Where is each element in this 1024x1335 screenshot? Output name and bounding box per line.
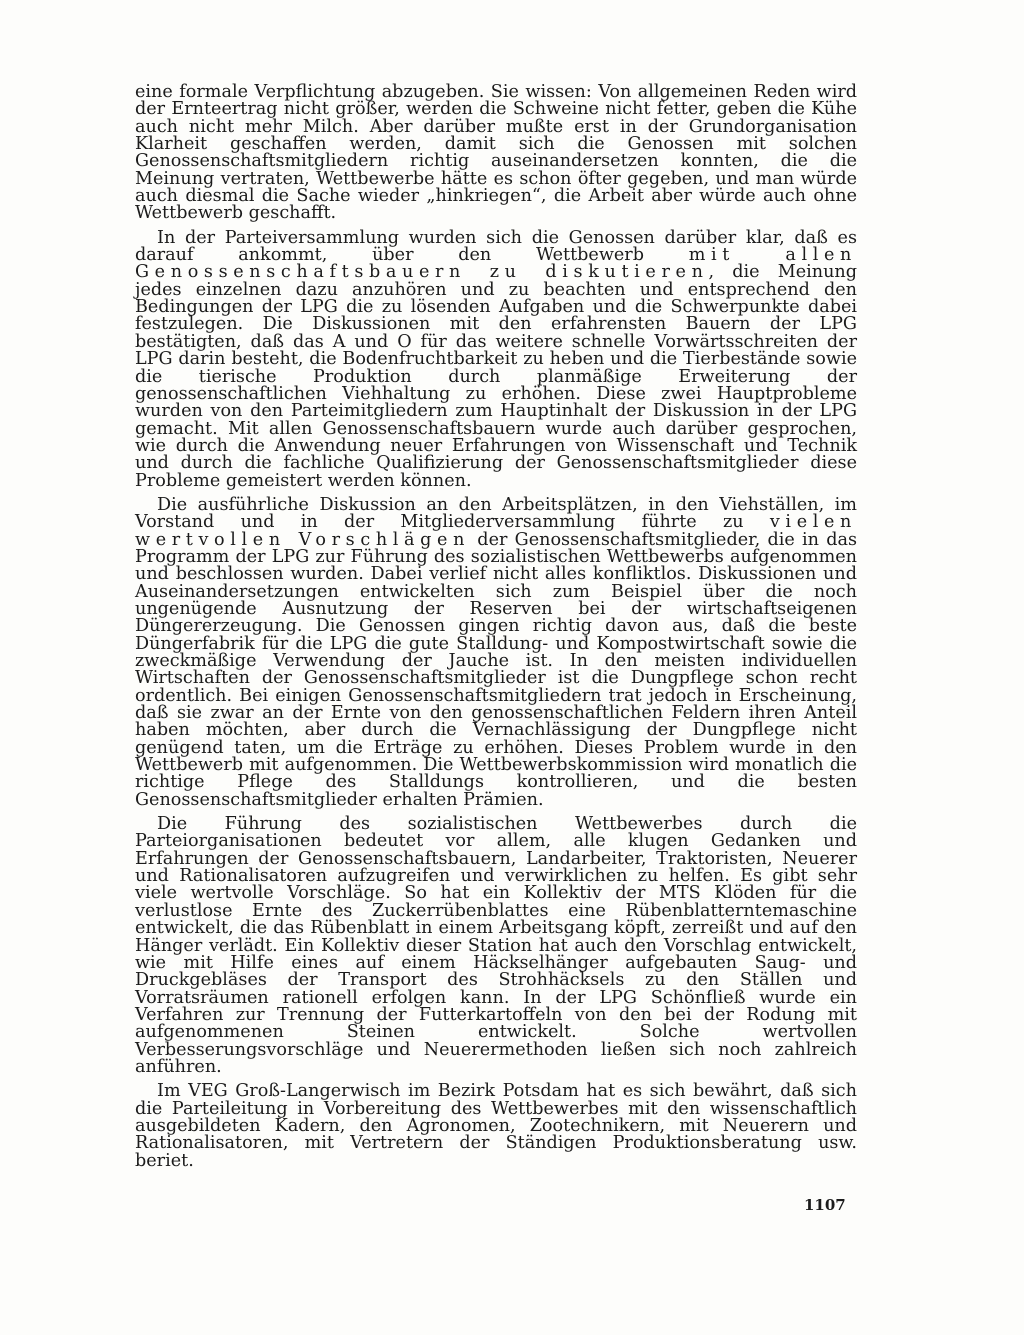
paragraph-text: In der Parteiversammlung wurden sich die Genossen darüber klar, daß es darauf ankommt, über den Wettbewerb: [135, 227, 857, 266]
paragraph-text: eine formale Verpflichtung abzugeben. Sie wissen: Von allgemeinen Reden wird der Ernteertrag nicht größer, werden die Schweine nicht fetter, geben die Kühe auch nicht mehr Milch. Aber darüber mußte erst in der Grundorganisation Klarheit geschaffen werden, damit sich die Genossen mit solchen Genossenschaftsmitgliedern richtig auseinandersetzen konnten, die die Meinung vertraten, Wettbewerbe hätte es schon öfter gegeben, und man würde auch diesmal die Sache wieder „hinkriegen“, die Arbeit aber würde auch ohne Wettbewerb geschafft.: [135, 82, 857, 224]
emphasized-text: vielen wertvollen Vorschlägen: [135, 512, 857, 550]
page-number: 1107: [804, 1196, 846, 1214]
paragraph-2: [135, 227, 857, 491]
paragraph-text: , die Meinung jedes einzelnen dazu anzuhören und zu beachten und entsprechend den Bedingungen der LPG die zu lösenden Aufgaben und die Schwerpunkte dabei festzulegen. Die Diskussionen mit den erfahrensten Bauern der LPG bestätigten, daß das A und O für das weitere schnelle Vorwärtsschreiten der LPG darin besteht, die Bodenfruchtbarkeit zu heben und die Tierbestände sowie die tierische Produktion durch planmäßige Erweiterung der genossenschaftlichen Viehhaltung zu erhöhen. Diese zwei Hauptprobleme wurden von den Parteimitgliedern zum Hauptinhalt der Diskussion in der LPG gemacht. Mit allen Genossenschaftsbauern wurde auch darüber gesprochen, wie durch die Anwendung neuer Erfahrungen von Wissenschaft und Technik und durch die fachliche Qualifizierung der Genossenschaftsmitglieder diese Probleme gemeistert werden können.: [135, 262, 857, 491]
body-text: [135, 84, 857, 1177]
paragraph-3: [135, 494, 857, 810]
paragraph-text: Die Führung des sozialistischen Wettbewerbes durch die Parteiorganisationen bedeutet vor allem, alle klugen Gedanken und Erfahrungen der Genossenschaftsbauern, Landarbeiter, Traktoristen, Neuerer und Rationalisatoren aufzugreifen und verwirklichen zu helfen. Es gibt sehr viele wertvolle Vorschläge. So hat ein Kollektiv der MTS Klöden für die verlustlose Ernte des Zuckerrübenblattes eine Rübenblatterntemaschine entwickelt, die das Rübenblatt in einem Arbeitsgang köpft, zerreißt und auf den Hänger verlädt. Ein Kollektiv dieser Station hat auch den Vorschlag entwickelt, wie mit Hilfe eines auf einem Häckselhänger aufgebauten Saug- und Druckgebläses der Transport des Strohhäcksels zu den Ställen und Vorratsräumen rationell erfolgen kann. In der LPG Schönfließ wurde ein Verfahren zur Trennung der Futterkartoffeln von den bei der Rodung mit aufgenommenen Steinen entwickelt. Solche wertvollen Verbesserungsvorschläge und Neuerermethoden ließen sich noch zahlreich anführen.: [135, 814, 857, 1077]
paragraph-text: Im VEG Groß-Langerwisch im Bezirk Potsdam hat es sich bewährt, daß sich die Parteileitung in Vorbereitung des Wettbewerbes mit den wissenschaftlich ausgebildeten Kadern, den Agronomen, Zootechnikern, mit Neuerern und Rationalisatoren, mit Vertretern der Ständigen Produktionsberatung usw. beriet.: [135, 1081, 857, 1171]
paragraph-4: [135, 816, 857, 1076]
paragraph-5: [135, 1083, 857, 1170]
paragraph-1: [135, 84, 857, 223]
emphasized-text: mit allen Genossenschaftsbauern zu diskutieren: [135, 245, 857, 283]
paragraph-text: der Genossenschaftsmitglieder, die in das Programm der LPG zur Führung des sozialistischen Wettbewerbs aufgenommen und beschlossen wurden. Dabei verlief nicht alles konfliktlos. Diskussionen und Auseinandersetzungen entwickelten sich zum Beispiel über die noch ungenügende Ausnutzung der Reserven bei der wirtschaftseigenen Düngererzeugung. Die Genossen gingen richtig davon aus, daß die beste Düngerfabrik für die LPG die gute Stalldung- und Kompostwirtschaft sowie die zweckmäßige Verwendung der Jauche ist. In den meisten individuellen Wirtschaften der Genossenschaftsmitglieder ist die Dungpflege schon recht ordentlich. Bei einigen Genossenschaftsmitgliedern trat jedoch in Erscheinung, daß sie zwar an der Ernte von den genossenschaftlichen Feldern ihren Anteil haben möchten, aber durch die Vernachlässigung der Dungpflege nicht genügend taten, um die Erträge zu erhöhen. Dieses Problem wurde in den Wettbewerb mit aufgenommen. Die Wettbewerbskommission wird monatlich die richtige Pflege des Stalldungs kontrollieren, und die besten Genossenschaftsmitglieder erhalten Prämien.: [135, 529, 857, 810]
paragraph-text: Die ausführliche Diskussion an den Arbeitsplätzen, in den Viehställen, im Vorstand und in der Mitgliederversammlung führte zu: [135, 494, 857, 533]
